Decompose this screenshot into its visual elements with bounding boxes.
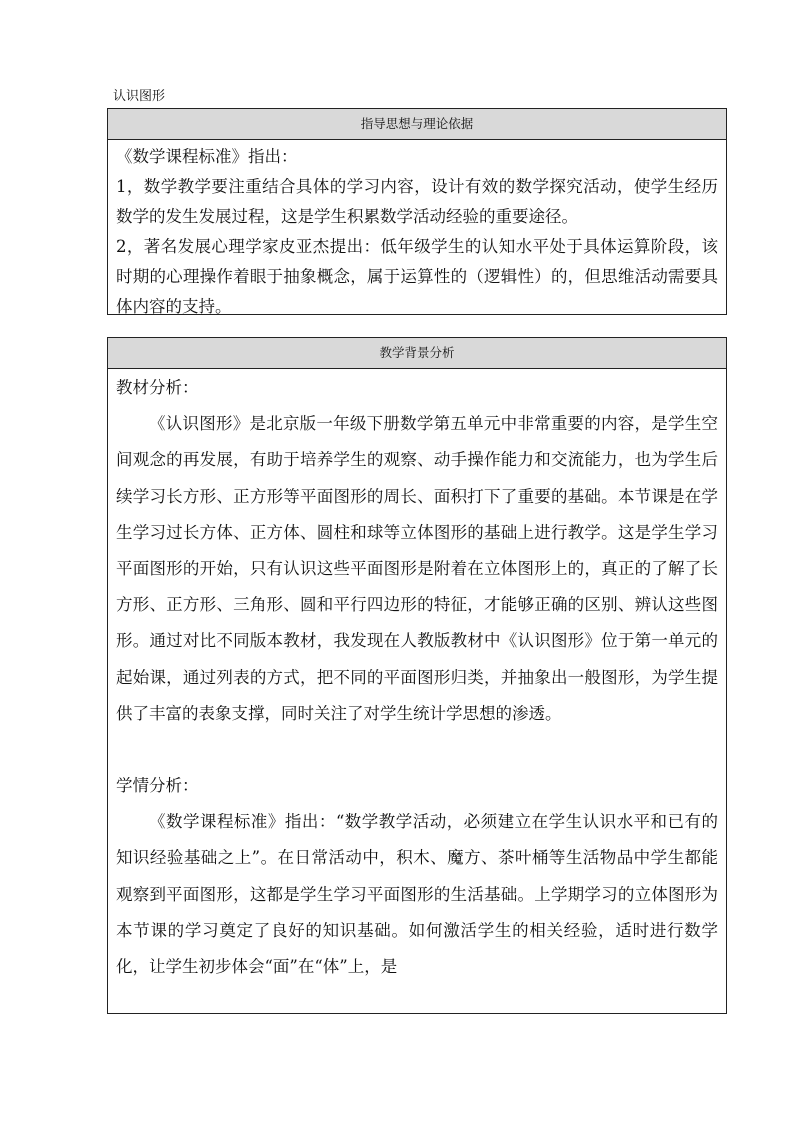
section-spacer [116, 732, 718, 768]
guiding-theory-section [107, 108, 727, 315]
teaching-background-header: 教学背景分析 [108, 338, 726, 369]
document-title: 认识图形 [113, 89, 166, 104]
guiding-theory-header: 指导思想与理论依据 [108, 109, 726, 140]
learner-analysis-title: 学情分析： [116, 776, 199, 796]
teaching-background-body [108, 369, 726, 985]
learner-analysis-text: 《数学课程标准》指出：“数学教学活动，必须建立在学生认识水平和已有的知识经验基础之上”。在日常活动中，积木、魔方、茶叶桶等生活物品中学生都能观察到平面图形，这都是学生学习平面图形的生活基础。上学期学习的立体图形为本节课的学习奠定了良好的知识基础。如何激活学生的相关经验，适时进行数学化，让学生初步体会“面”在“体”上，是 [116, 812, 718, 977]
textbook-analysis-text: 《认识图形》是北京版一年级下册数学第五单元中非常重要的内容，是学生空间观念的再发展，有助于培养学生的观察、动手操作能力和交流能力，也为学生后续学习长方形、正方形等平面图形的周长、面积打下了重要的基础。本节课是在学生学习过长方体、正方体、圆柱和球等立体图形的基础上进行教学。这是学生学习平面图形的开始，只有认识这些平面图形是附着在立体图形上的，真正的了解了长方形、正方形、三角形、圆和平行四边形的特征，才能够正确的区别、辨认这些图形。通过对比不同版本教材，我发现在人教版教材中《认识图形》位于第一单元的起始课，通过列表的方式，把不同的平面图形归类，并抽象出一般图形，为学生提供了丰富的表象支撑，同时关注了对学生统计学思想的渗透。 [116, 414, 718, 723]
guiding-intro: 《数学课程标准》指出： [116, 147, 298, 166]
guiding-theory-body [108, 140, 726, 322]
textbook-analysis-title: 教材分析： [116, 378, 199, 397]
guiding-point-1: 1，数学教学要注重结合具体的学习内容，设计有效的数学探究活动，使学生经历数学的发生发展过程，这是学生积累数学活动经验的重要途径。 [116, 177, 718, 226]
teaching-background-section [107, 337, 727, 1014]
guiding-point-2: 2，著名发展心理学家皮亚杰提出：低年级学生的认知水平处于具体运算阶段，该时期的心理操作着眼于抽象概念，属于运算性的（逻辑性）的，但思维活动需要具体内容的支持。 [116, 237, 718, 316]
